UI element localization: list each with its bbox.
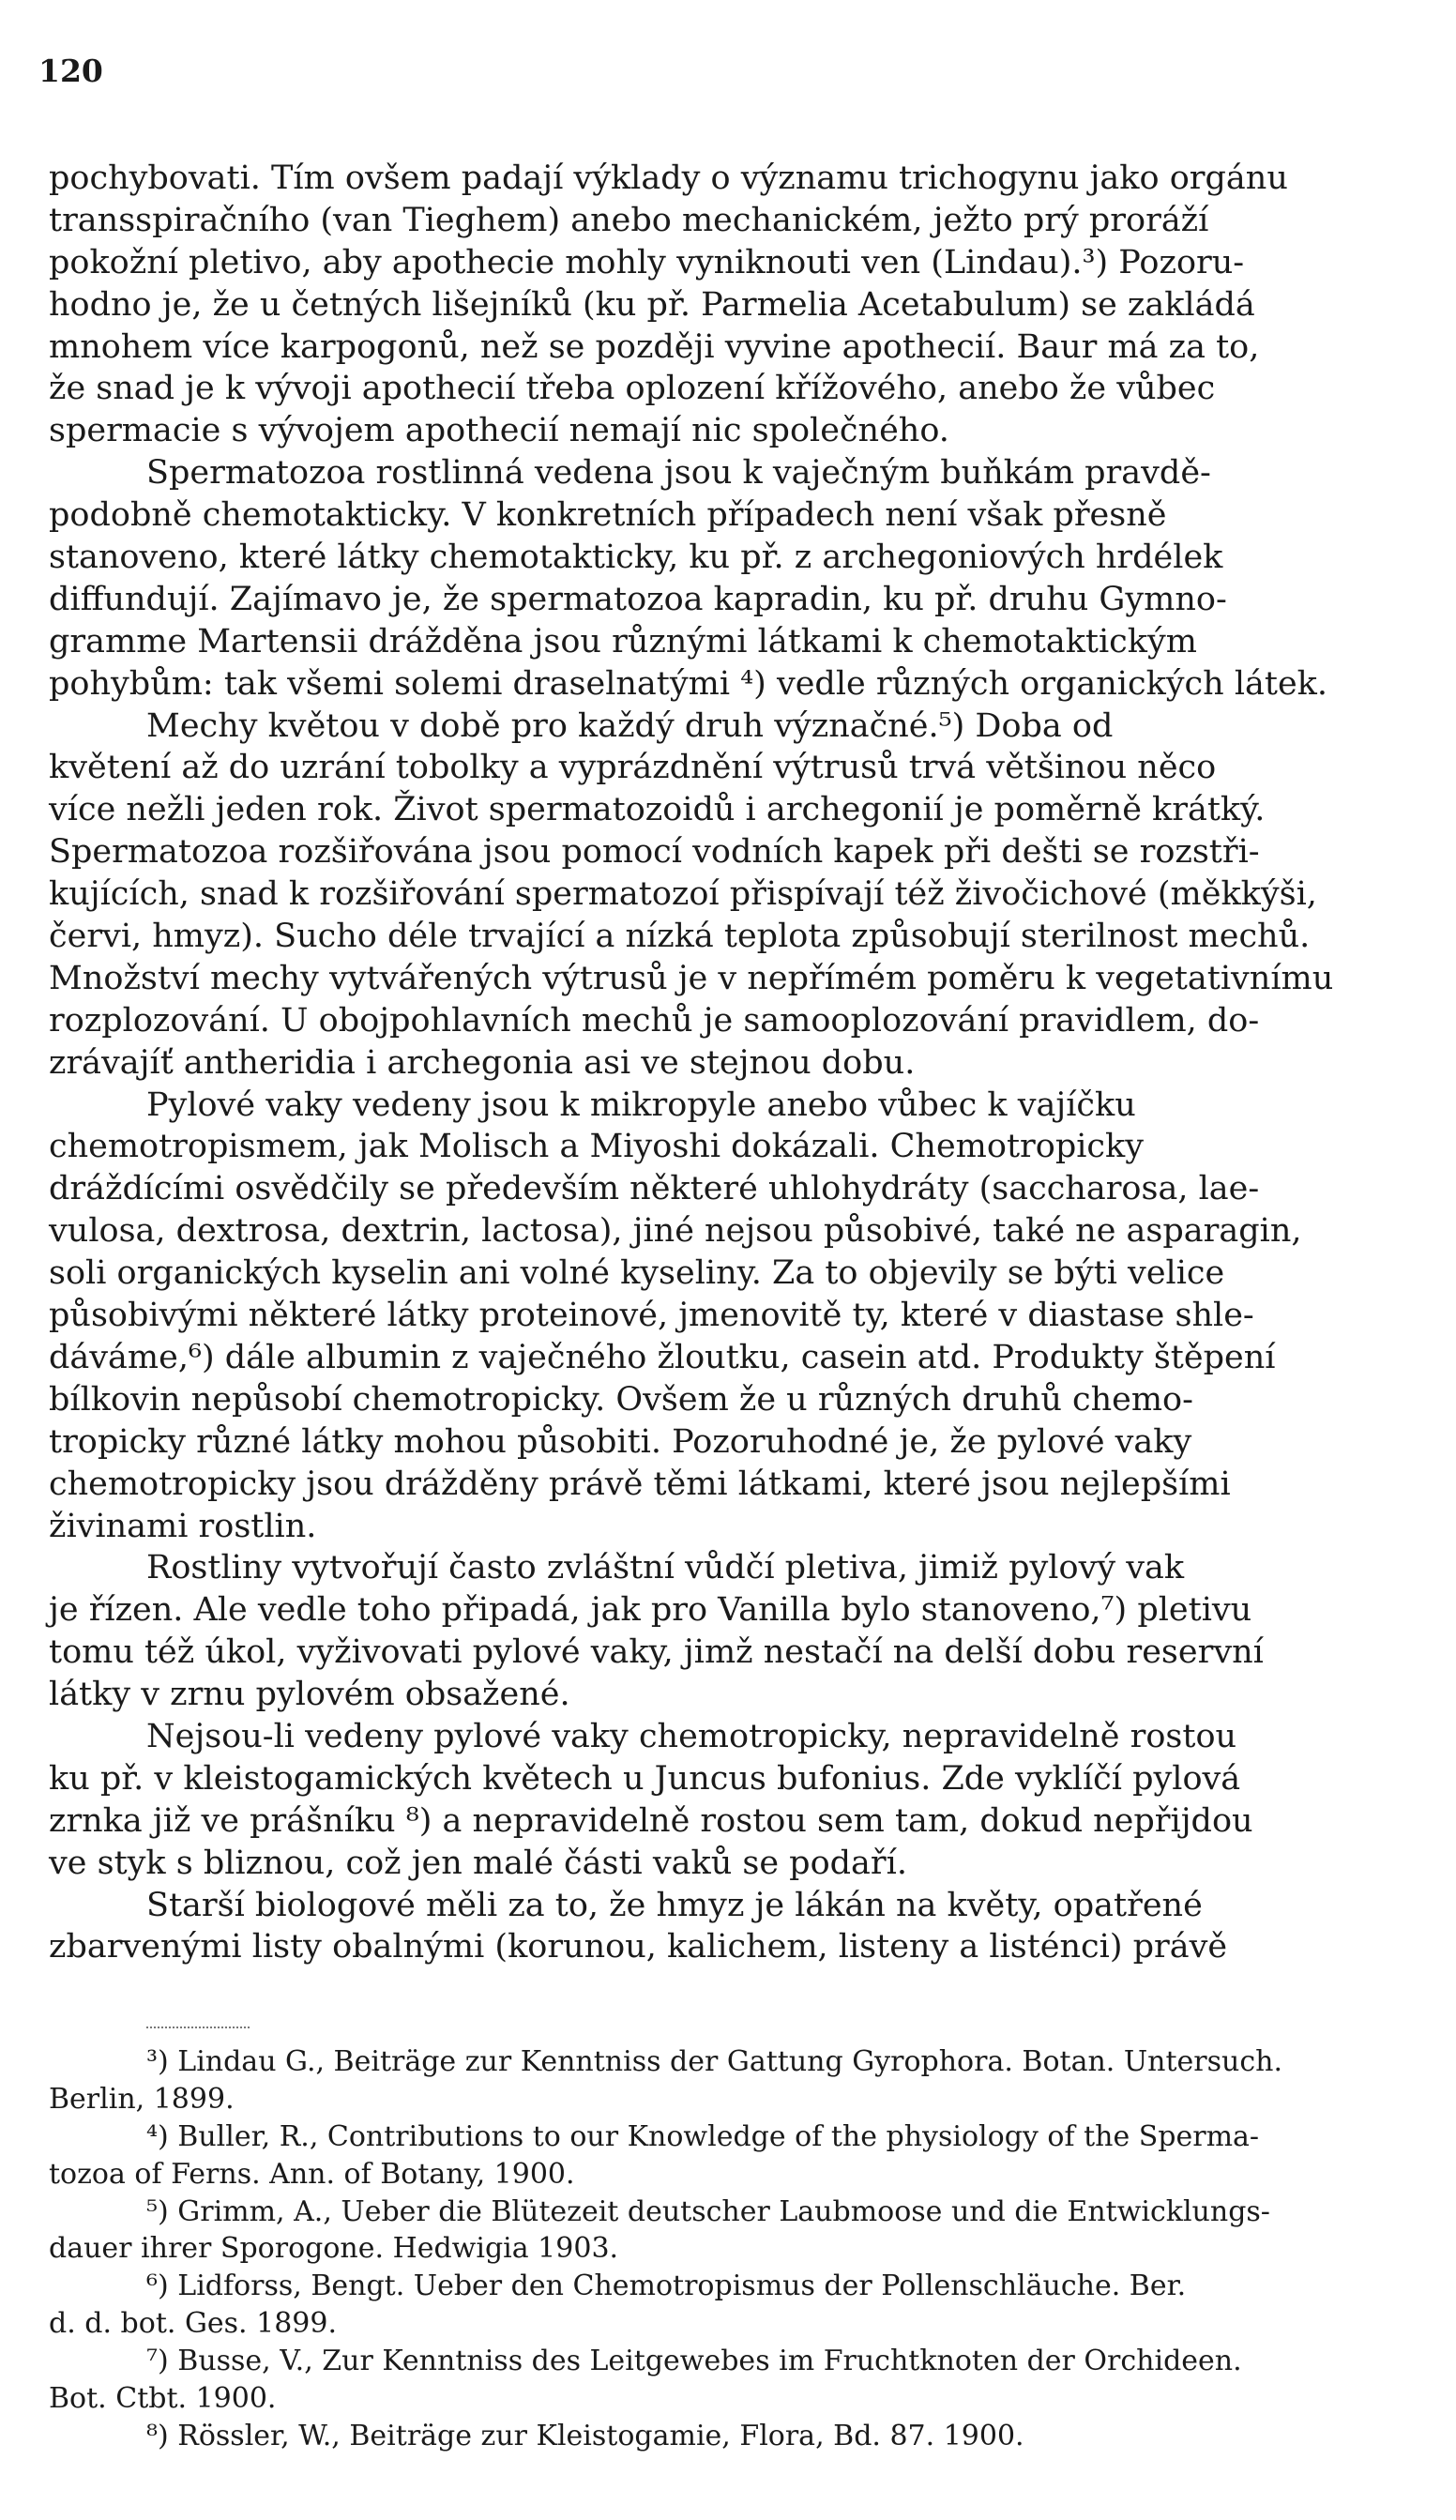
body-line: květení až do uzrání tobolky a vyprázdnění výtrusů trvá většinou něco bbox=[49, 749, 1217, 787]
body-line: Mechy květou v době pro každý druh význačné.⁵) Doba od bbox=[146, 706, 1114, 745]
body-line: soli organických kyselin ani volné kyseliny. Za to objevily se býti velice bbox=[49, 1254, 1225, 1293]
body-line: látky v zrnu pylovém obsažené. bbox=[49, 1676, 570, 1714]
body-line: dáváme,⁶) dále albumin z vaječného žloutku, casein atd. Produkty štěpení bbox=[49, 1338, 1276, 1376]
body-line: kujících, snad k rozšiřování spermatozoí přispívají též živočichové (měkkýši, bbox=[49, 875, 1317, 914]
page-number: 120 bbox=[38, 53, 103, 89]
body-line: rozplozování. U obojpohlavních mechů je samooplozování pravidlem, do- bbox=[49, 1001, 1260, 1040]
body-line: zbarvenými listy obalnými (korunou, kalichem, listeny a listénci) právě bbox=[49, 1928, 1228, 1966]
body-line: diffundují. Zajímavo je, že spermatozoa kapradin, ku př. druhu Gymno- bbox=[49, 580, 1227, 618]
body-line: chemotropismem, jak Molisch a Miyoshi dokázali. Chemotropicky bbox=[49, 1128, 1144, 1166]
body-line: Spermatozoa rozšiřována jsou pomocí vodních kapek při dešti se rozstři- bbox=[49, 833, 1260, 872]
footnote-line: dauer ihrer Sporogone. Hedwigia 1903. bbox=[49, 2232, 619, 2266]
body-line: více nežli jeden rok. Život spermatozoidů i archegonií je poměrně krátký. bbox=[49, 791, 1266, 829]
body-line: hodno je, že u četných lišejníků (ku př. Parmelia Acetabulum) se zakládá bbox=[49, 285, 1255, 324]
body-line: je řízen. Ale vedle toho připadá, jak pro Vanilla bylo stanoveno,⁷) pletivu bbox=[49, 1591, 1252, 1630]
body-line: tropicky různé látky mohou působiti. Pozoruhodné je, že pylové vaky bbox=[49, 1422, 1192, 1461]
footnote-line: d. d. bot. Ges. 1899. bbox=[49, 2307, 338, 2341]
body-line: transspiračního (van Tieghem) anebo mechanickém, ježto prý proráží bbox=[49, 201, 1209, 239]
body-line: že snad je k vývoji apothecií třeba oplození křížového, anebo že vůbec bbox=[49, 370, 1216, 408]
footnote-line: ⁶) Lidforss, Bengt. Ueber den Chemotropismus der Pollenschläuche. Ber. bbox=[146, 2270, 1187, 2303]
body-line: červi, hmyz). Sucho déle trvající a nízká teplota způsobují sterilnost mechů. bbox=[49, 918, 1311, 956]
body-line: gramme Martensii drážděna jsou různými látkami k chemotaktickým bbox=[49, 622, 1197, 660]
footnote-line: ⁵) Grimm, A., Ueber die Blütezeit deutscher Laubmoose und die Entwicklungs- bbox=[146, 2194, 1270, 2228]
body-line: Starší biologové měli za to, že hmyz je lákán na květy, opatřené bbox=[146, 1886, 1203, 1924]
footnote-line: ³) Lindau G., Beiträge zur Kenntniss der Gattung Gyrophora. Botan. Untersuch. bbox=[146, 2045, 1282, 2078]
body-line: ku př. v kleistogamických květech u Juncus bufonius. Zde vyklíčí pylová bbox=[49, 1759, 1241, 1798]
body-line: tomu též úkol, vyživovati pylové vaky, jimž nestačí na delší dobu reservní bbox=[49, 1633, 1264, 1672]
body-line: dráždícími osvědčily se především některé uhlohydráty (saccharosa, lae- bbox=[49, 1170, 1260, 1208]
body-line: pohybům: tak všemi solemi draselnatými ⁴) vedle různých organických látek. bbox=[49, 664, 1328, 703]
footnotes bbox=[49, 2043, 1411, 2455]
footnote-line: Berlin, 1899. bbox=[49, 2082, 235, 2116]
footnote-divider bbox=[146, 2027, 250, 2030]
body-line: bílkovin nepůsobí chemotropicky. Ovšem že u různých druhů chemo- bbox=[49, 1380, 1193, 1419]
body-line: vulosa, dextrosa, dextrin, lactosa), jiné nejsou působivé, také ne asparagin, bbox=[49, 1212, 1302, 1251]
body-line: živinami rostlin. bbox=[49, 1507, 317, 1545]
body-text bbox=[49, 158, 1411, 1968]
body-line: Rostliny vytvořují často zvláštní vůdčí pletiva, jimiž pylový vak bbox=[146, 1549, 1185, 1587]
body-line: stanoveno, které látky chemotakticky, ku př. z archegoniových hrdélek bbox=[49, 539, 1223, 577]
body-line: Nejsou-li vedeny pylové vaky chemotropicky, nepravidelně rostou bbox=[146, 1717, 1237, 1755]
body-line: působivými některé látky proteinové, jmenovitě ty, které v diastase shle- bbox=[49, 1297, 1254, 1335]
body-line: zrávajíť antheridia i archegonia asi ve stejnou dobu. bbox=[49, 1043, 916, 1082]
body-line: Množství mechy vytvářených výtrusů je v nepřímém poměru k vegetativnímu bbox=[49, 959, 1334, 997]
body-line: chemotropicky jsou drážděny právě těmi látkami, které jsou nejlepšími bbox=[49, 1465, 1231, 1503]
footnote-line: ⁷) Busse, V., Zur Kenntniss des Leitgewebes im Fruchtknoten der Orchideen. bbox=[146, 2345, 1242, 2378]
footnote-line: tozoa of Ferns. Ann. of Botany, 1900. bbox=[49, 2157, 575, 2191]
footnote-line: ⁸) Rössler, W., Beiträge zur Kleistogamie, Flora, Bd. 87. 1900. bbox=[146, 2419, 1024, 2452]
body-line: ve styk s bliznou, což jen malé části vaků se podaří. bbox=[49, 1844, 907, 1882]
body-line: mnohem více karpogonů, než se později vyvine apothecií. Baur má za to, bbox=[49, 327, 1260, 366]
footnote-line: Bot. Ctbt. 1900. bbox=[49, 2382, 277, 2416]
body-line: zrnka již ve prášníku ⁸) a nepravidelně rostou sem tam, dokud nepřijdou bbox=[49, 1801, 1253, 1840]
body-line: Spermatozoa rostlinná vedena jsou k vaječným buňkám pravdě- bbox=[146, 454, 1211, 493]
body-line: pochybovati. Tím ovšem padají výklady o významu trichogynu jako orgánu bbox=[49, 159, 1288, 197]
body-line: spermacie s vývojem apothecií nemají nic společného. bbox=[49, 412, 949, 450]
body-line: Pylové vaky vedeny jsou k mikropyle anebo vůbec k vajíčku bbox=[146, 1085, 1136, 1124]
footnote-line: ⁴) Buller, R., Contributions to our Knowledge of the physiology of the Sperma- bbox=[146, 2119, 1260, 2153]
body-line: podobně chemotakticky. V konkretních případech není však přesně bbox=[49, 496, 1167, 535]
body-line: pokožní pletivo, aby apothecie mohly vyniknouti ven (Lindau).³) Pozoru- bbox=[49, 243, 1245, 281]
